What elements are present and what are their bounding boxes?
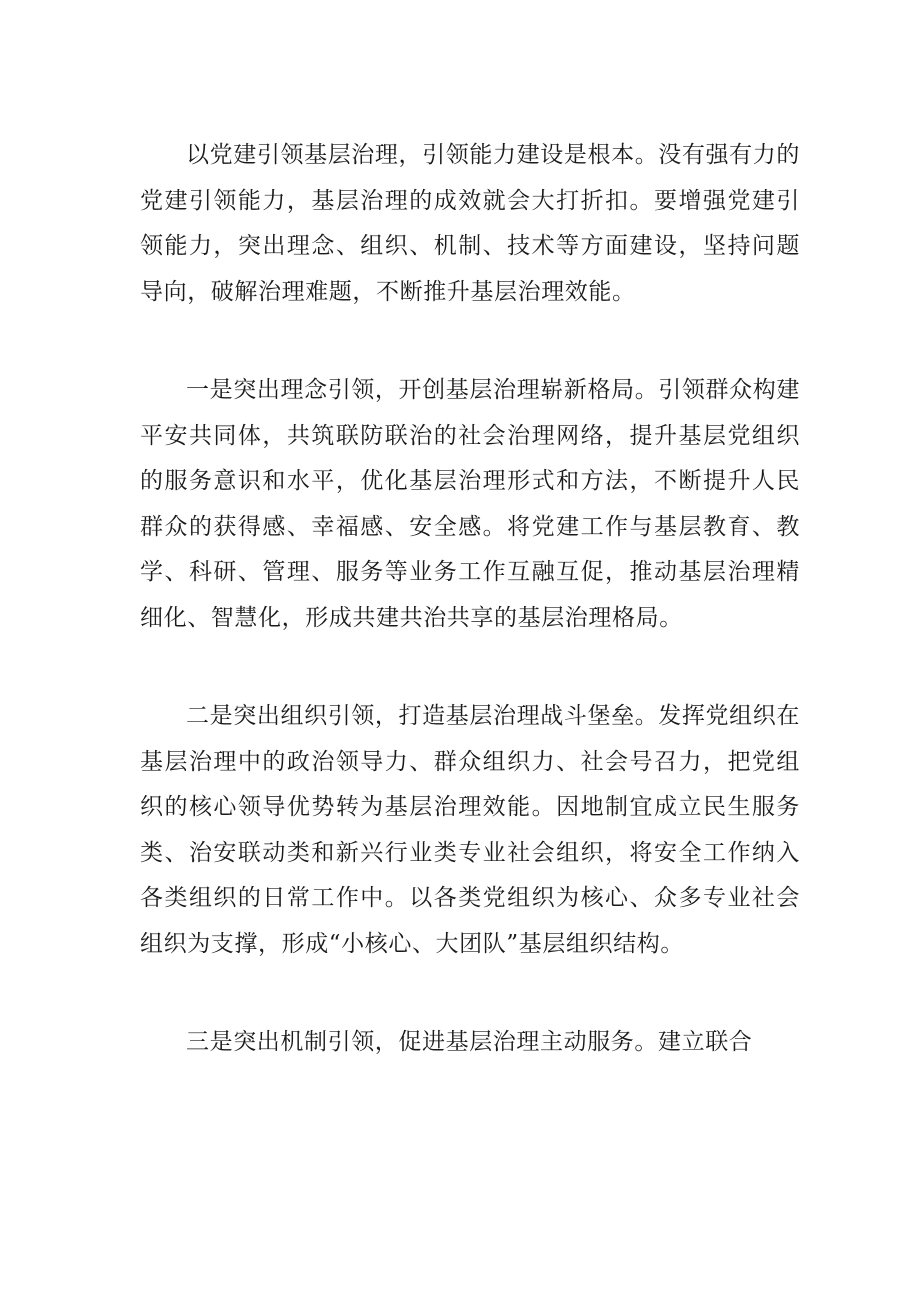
paragraph-gap — [140, 315, 800, 368]
paragraph-concept-guidance: 一是突出理念引领，开创基层治理崭新格局。引领群众构建平安共同体，共筑联防联治的社会治理网络，提升基层党组织的服务意识和水平，优化基层治理形式和方法，不断提升人民群众的获得感、幸福感、安全感。将党建工作与基层教育、教学、科研、管理、服务等业务工作互融互促，推动基层治理精细化、智慧化，形成共建共治共享的基层治理格局。 — [140, 377, 800, 631]
paragraph-gap — [140, 641, 800, 694]
paragraph-gap — [140, 967, 800, 1020]
paragraph-mechanism-guidance: 三是突出机制引领，促进基层治理主动服务。建立联合 — [186, 1029, 753, 1055]
document-body — [140, 133, 800, 1066]
paragraph-organization-guidance: 二是突出组织引领，打造基层治理战斗堡垒。发挥党组织在基层治理中的政治领导力、群众组织力、社会号召力，把党组织的核心领导优势转为基层治理效能。因地制宜成立民生服务类、治安联动类和新兴行业类专业社会组织，将安全工作纳入各类组织的日常工作中。以各类党组织为核心、众多专业社会组织为支撑，形成“小核心、大团队”基层组织结构。 — [140, 703, 800, 957]
paragraph-intro: 以党建引领基层治理，引领能力建设是根本。没有强有力的党建引领能力，基层治理的成效就会大打折扣。要增强党建引领能力，突出理念、组织、机制、技术等方面建设，坚持问题导向，破解治理难题，不断推升基层治理效能。 — [140, 142, 800, 305]
